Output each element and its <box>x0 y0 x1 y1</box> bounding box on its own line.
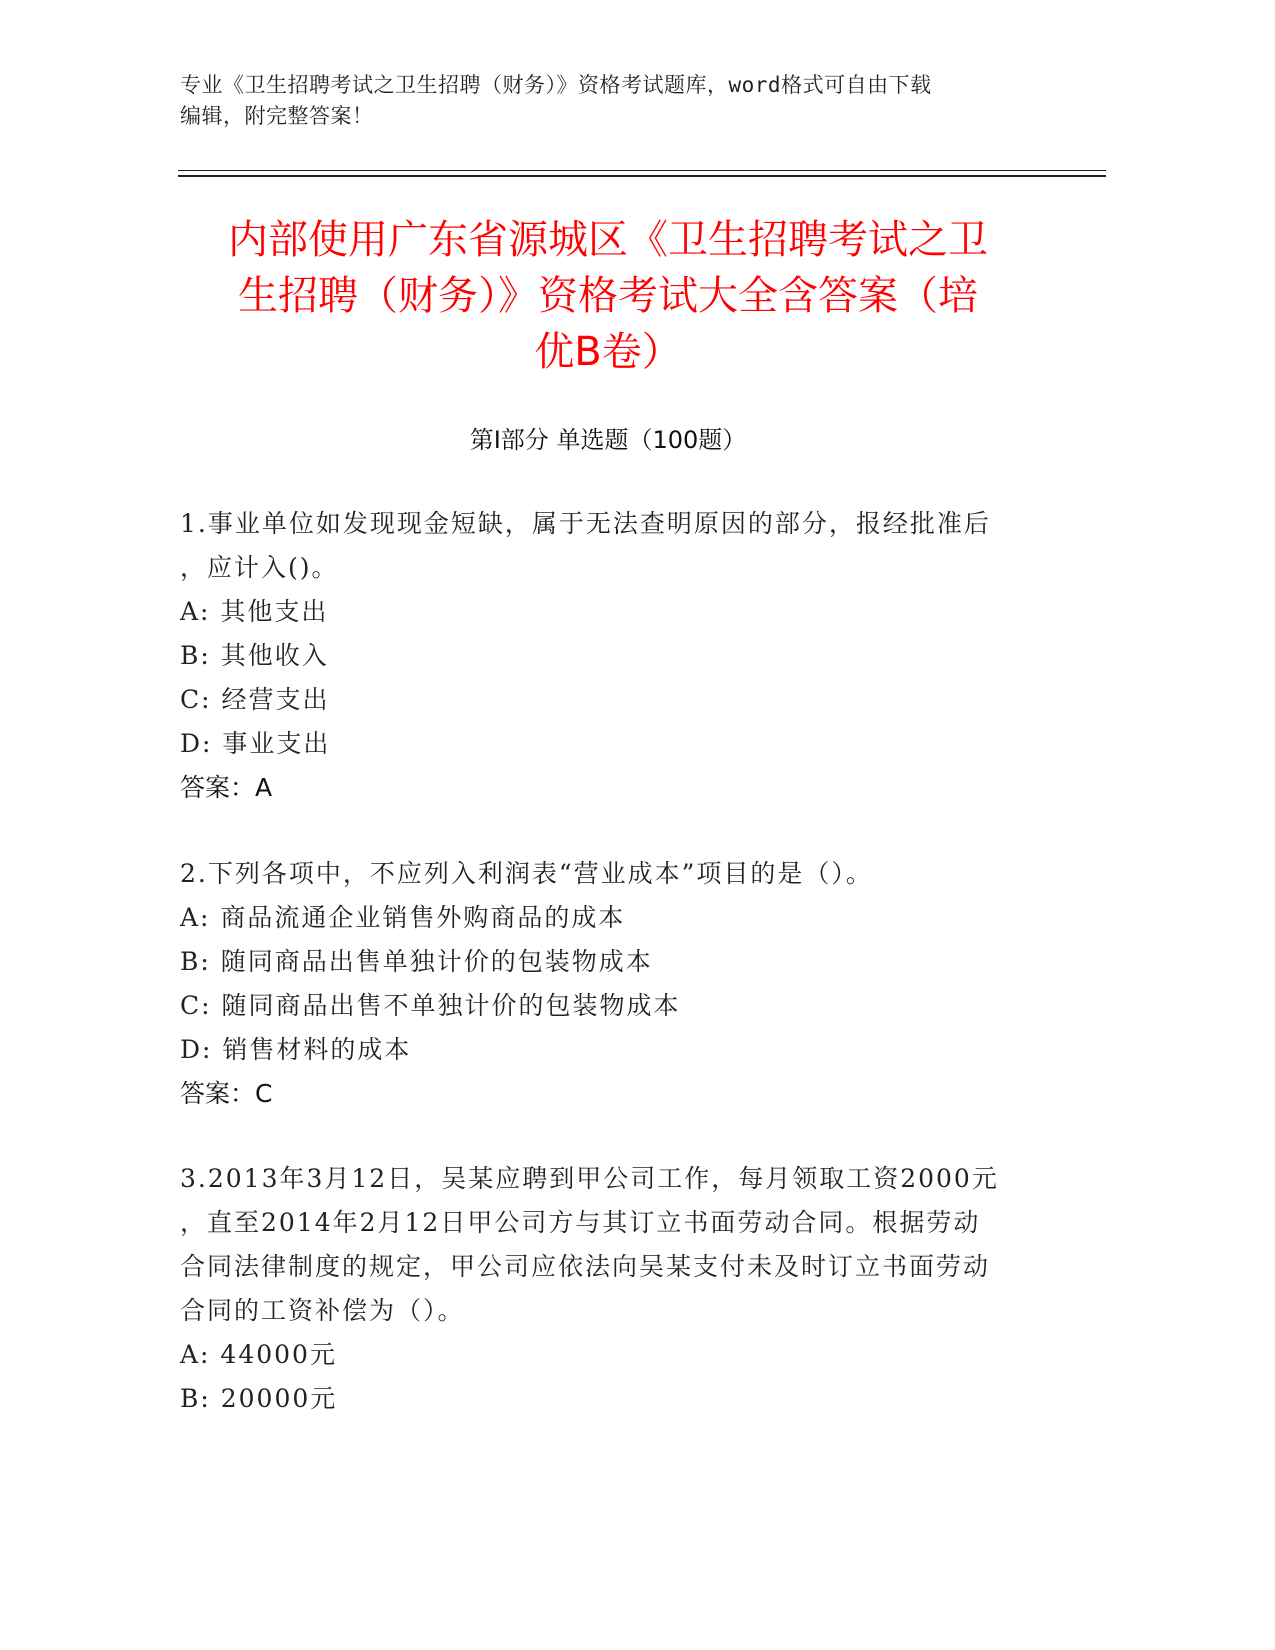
document-title <box>178 212 1038 380</box>
option-a: A: 其他支出 <box>180 597 329 626</box>
option-a: A: 商品流通企业销售外购商品的成本 <box>180 903 626 932</box>
question-stem-line: ，直至2014年2月12日甲公司方与其订立书面劳动合同。根据劳动 <box>180 1208 981 1237</box>
document-title-line-3: 优B卷） <box>534 329 682 375</box>
option-b: B: 其他收入 <box>180 641 329 670</box>
answer-value: A <box>255 773 273 802</box>
question-stem-line: 合同法律制度的规定，甲公司应依法向吴某支付未及时订立书面劳动 <box>180 1252 991 1281</box>
option-c: C: 经营支出 <box>180 685 330 714</box>
answer-line <box>180 1072 1030 1116</box>
question-stem-line: ，应计入()。 <box>180 553 339 582</box>
section-heading: 第I部分 单选题（100题） <box>469 426 747 454</box>
option-d: D: 事业支出 <box>180 729 331 758</box>
question-stem-line: 3.2013年3月12日，吴某应聘到甲公司工作，每月领取工资2000元 <box>180 1164 999 1193</box>
document-title-line-1: 内部使用广东省源城区《卫生招聘考试之卫 <box>228 217 988 263</box>
option-a: A: 44000元 <box>180 1340 337 1369</box>
answer-line <box>180 766 1030 810</box>
question-stem-line: 1.事业单位如发现现金短缺，属于无法查明原因的部分，报经批准后 <box>180 509 991 538</box>
question-3 <box>180 1157 1030 1421</box>
question-2 <box>180 852 1030 1116</box>
answer-label: 答案： <box>180 773 256 802</box>
document-title-line-2: 生招聘（财务）》资格考试大全含答案（培 <box>238 273 978 319</box>
header-note <box>180 70 1040 132</box>
header-note-line-1: 专业《卫生招聘考试之卫生招聘（财务）》资格考试题库，word格式可自由下载 <box>180 73 932 97</box>
header-note-line-2: 编辑，附完整答案！ <box>180 104 374 128</box>
header-divider-thick <box>178 175 1106 177</box>
answer-label: 答案： <box>180 1079 256 1108</box>
question-1 <box>180 502 1030 810</box>
question-stem-line: 2.下列各项中，不应列入利润表“营业成本”项目的是（）。 <box>180 859 873 888</box>
header-divider-thin <box>178 170 1106 171</box>
option-b: B: 随同商品出售单独计价的包装物成本 <box>180 947 653 976</box>
option-d: D: 销售材料的成本 <box>180 1035 412 1064</box>
question-stem-line: 合同的工资补偿为（）。 <box>180 1296 465 1325</box>
option-b: B: 20000元 <box>180 1384 338 1413</box>
answer-value: C <box>255 1079 273 1108</box>
option-c: C: 随同商品出售不单独计价的包装物成本 <box>180 991 681 1020</box>
